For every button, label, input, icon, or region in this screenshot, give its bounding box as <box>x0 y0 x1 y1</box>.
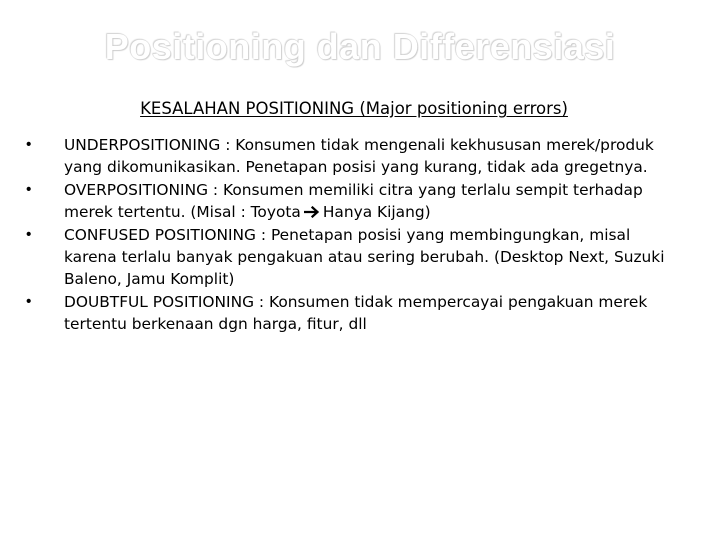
bullet-item-doubtful-positioning <box>26 291 666 335</box>
bullet-dot: • <box>26 292 32 310</box>
bullet-item-confused-positioning <box>26 224 666 291</box>
bullet-text-before-arrow: OVERPOSITIONING : Konsumen memiliki citra yang terlalu sempit terhadap merek tertentu. (Misal : Toyota <box>64 180 643 222</box>
arrow-right-icon <box>304 206 320 218</box>
bullet-dot: • <box>26 136 32 153</box>
bullet-list <box>26 134 666 336</box>
bullet-text: UNDERPOSITIONING : Konsumen tidak mengenali kekhususan merek/produk yang dikomunikasikan. Penetapan posisi yang kurang, tidak ada gregetnya. <box>64 136 654 177</box>
bullet-dot: • <box>26 225 32 243</box>
bullet-item-overpositioning <box>26 179 666 223</box>
bullet-text: DOUBTFUL POSITIONING : Konsumen tidak mempercayai pengakuan merek tertentu berkenaan dgn harga, fitur, dll <box>64 292 648 334</box>
bullet-text: CONFUSED POSITIONING : Penetapan posisi yang membingungkan, misal karena terlalu banyak pengakuan atau sering berubah. (Desktop Next, Suzuki Baleno, Jamu Komplit) <box>64 225 665 289</box>
slide-title: Positioning dan Differensiasi <box>104 26 616 67</box>
bullet-dot: • <box>26 180 32 198</box>
bullet-item-underpositioning <box>26 134 666 178</box>
bullet-text-after-arrow: Hanya Kijang) <box>322 203 431 222</box>
slide-subtitle: KESALAHAN POSITIONING (Major positioning errors) <box>140 99 568 118</box>
